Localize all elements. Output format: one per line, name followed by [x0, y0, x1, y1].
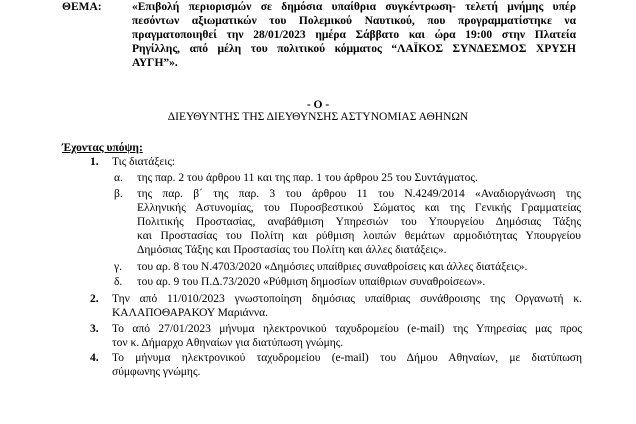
subitem-letter: δ.	[114, 276, 123, 288]
subject-line: ΑΥΓΗ”».	[132, 57, 178, 69]
item-number: 2.	[90, 293, 99, 305]
subitem-line: της παρ. β΄ της παρ. 3 του άρθρου 11 του Ν.4249/2014 «Αναδιοργάνωση της	[137, 188, 581, 200]
item-line: σύμφωνης γνώμης.	[112, 366, 201, 378]
subitem-text	[137, 260, 587, 274]
item-line: ΚΑΛΑΠΟΘΑΡΑΚΟΥ Μαριάννα.	[112, 307, 268, 319]
subject-line: πεσόντων αξιωματικών του Πολεμικού Ναυτικού, που προγραμματίστηκε να	[132, 15, 576, 27]
subitem-line: της παρ. 2 του άρθρου 11 και της παρ. 1 του άρθρου 25 του Συντάγματος.	[137, 172, 478, 184]
subitem-letter: γ.	[114, 261, 122, 273]
item-line: Το μήνυμα ηλεκτρονικού ταχυδρομείου (e-mail) του Δήμου Αθηναίων, με διατύπωση	[112, 352, 582, 364]
item-number: 1.	[90, 156, 99, 168]
subitem-line: Δημόσιας Τάξης και Προστασίας του Πολίτη και άλλες διατάξεις».	[137, 244, 447, 256]
item-text: Τις διατάξεις:	[112, 156, 176, 168]
separator: - Ο -	[306, 99, 330, 111]
subitem-line: και Προστασίας του Πολίτη και ρύθμιση λοιπών θεμάτων αρμοδιότητας Υπουργείου	[137, 230, 581, 242]
subject-label: ΘΕΜΑ:	[62, 1, 102, 13]
item-text	[112, 292, 582, 320]
subitem-line: Ελληνικής Αστυνομίας, του Πυροσβεστικού Σώματος και της Γενικής Γραμματείας	[137, 202, 581, 214]
subitem-line: του αρ. 8 του Ν.4703/2020 «Δημόσιες υπαίθριες συναθροίσεις και άλλες διατάξεις».	[137, 261, 528, 273]
having-considered-heading: Έχοντας υπόψη:	[62, 142, 143, 154]
authority-heading: ΔΙΕΥΘΥΝΤΗΣ ΤΗΣ ΔΙΕΥΘΥΝΣΗΣ ΑΣΤΥΝΟΜΙΑΣ ΑΘΗΝΩΝ	[167, 111, 469, 123]
subitem-line: Πολιτικής Προστασίας, αναβάθμιση Υπηρεσιών του Υπουργείου Δημόσιας Τάξης	[137, 216, 581, 228]
subject-line: πραγματοποιηθεί την 28/01/2023 ημέρα Σάββατο και ώρα 19:00 στην Πλατεία	[132, 29, 576, 41]
subitem-letter: β.	[114, 188, 123, 200]
item-line: Την από 11/010/2023 γνωστοποίηση δημόσιας υπαίθριας συνάθροισης της Οργανωτή κ.	[112, 293, 582, 305]
item-number: 3.	[90, 323, 99, 335]
item-text	[112, 351, 582, 379]
item-line: Το από 27/01/2023 μήνυμα ηλεκτρονικού ταχυδρομείου (e-mail) της Υπηρεσίας μας προς	[112, 323, 582, 335]
subject-line: «Επιβολή περιορισμών σε δημόσια υπαίθρια συγκέντρωση- τελετή μνήμης υπέρ	[132, 1, 576, 13]
subitem-line: του αρ. 9 του Π.Δ.73/2020 «Ρύθμιση δημοσίων υπαίθριων συναθροίσεων».	[137, 276, 486, 288]
subitem-text	[137, 171, 581, 185]
subject-text	[132, 0, 576, 70]
item-number: 4.	[90, 352, 99, 364]
item-text	[112, 322, 582, 350]
item-line: τον κ. Δήμαρχο Αθηναίων για διατύπωση γνώμης.	[112, 337, 344, 349]
subitem-text	[137, 187, 581, 257]
subitem-letter: α.	[114, 172, 123, 184]
subitem-text	[137, 275, 581, 289]
subject-line: Ρηγίλλης, από μέλη του πολιτικού κόμματος “ΛΑΪΚΟΣ ΣΥΝΔΕΣΜΟΣ ΧΡΥΣΗ	[132, 43, 576, 55]
